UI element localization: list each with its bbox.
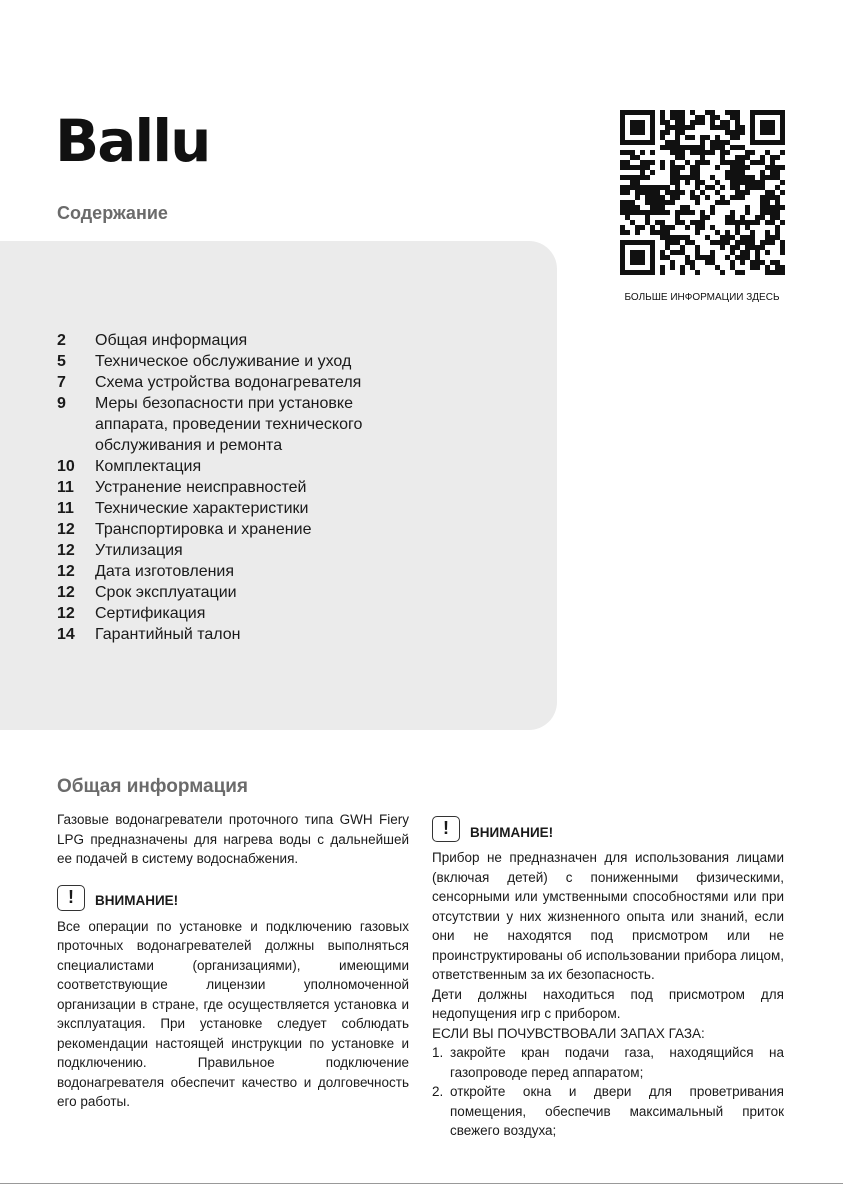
toc-page-number: 9 (57, 395, 66, 412)
table-of-contents (57, 330, 415, 645)
warning-header (432, 816, 784, 842)
gas-heading: ЕСЛИ ВЫ ПОЧУВСТВОВАЛИ ЗАПАХ ГАЗА: (432, 1025, 705, 1041)
warning-paragraph: Прибор не предназначен для использования лицами (включая детей) с пониженными физическими, сенсорными или умственными способностями или при отсутствии у них жизненного опыта или знаний, если они не находятся под присмотром или не проинструктированы об использовании прибора лицом, ответственным за их безопасность. (432, 850, 784, 982)
toc-item[interactable] (57, 330, 415, 351)
right-column (432, 816, 784, 1141)
toc-title: Дата изготовления (95, 563, 235, 580)
warning-title: ВНИМАНИЕ! (95, 893, 179, 908)
toc-title: Меры безопасности при установке аппарата, проведении технического обслуживания и ремонта (95, 395, 363, 454)
toc-title: Сертификация (95, 605, 206, 622)
intro-paragraph: Газовые водонагреватели проточного типа GWH Fiery LPG предназначены для нагрева воды с дальнейшей ее подачей в систему водоснабжения. (57, 812, 409, 866)
toc-item[interactable] (57, 393, 415, 456)
toc-page-number: 12 (57, 542, 75, 559)
list-number: 2. (432, 1084, 444, 1099)
toc-page-number: 2 (57, 332, 66, 349)
toc-item[interactable] (57, 456, 415, 477)
toc-page-number: 12 (57, 605, 75, 622)
toc-item[interactable] (57, 372, 415, 393)
list-item (432, 1043, 784, 1082)
list-number: 1. (432, 1045, 444, 1060)
warning-paragraph: Все операции по установке и подключению газовых проточных водонагревателей должны выполняться специалистами (организациями), имеющими соответствующие лицензии уполномоченной организации в стране, где осуществляется установка и эксплуатация. При установке следует соблюдать рекомендации настоящей инструкции по установке и подключению. Правильное подключение водонагревателя обеспечит качество и долговечность его работы. (57, 918, 409, 1109)
toc-item[interactable] (57, 540, 415, 561)
toc-item[interactable] (57, 561, 415, 582)
toc-title: Схема устройства водонагревателя (95, 374, 362, 391)
toc-item[interactable] (57, 351, 415, 372)
toc-title: Утилизация (95, 542, 183, 559)
toc-title: Комплектация (95, 458, 202, 475)
toc-title: Транспортировка и хранение (95, 521, 312, 538)
toc-title: Устранение неисправностей (95, 479, 307, 496)
warning-icon: ! (57, 885, 85, 911)
toc-page-number: 11 (57, 479, 74, 496)
list-text: закройте кран подачи газа, находящийся на газопроводе перед аппаратом; (450, 1045, 784, 1080)
toc-title: Гарантийный талон (95, 626, 241, 643)
toc-page-number: 7 (57, 374, 66, 391)
toc-item[interactable] (57, 519, 415, 540)
children-paragraph: Дети должны находиться под присмотром для недопущения игр с прибором. (432, 986, 784, 1021)
toc-page-number: 12 (57, 521, 75, 538)
toc-item[interactable] (57, 603, 415, 624)
gas-steps-list (432, 1043, 784, 1141)
toc-page-number: 10 (57, 458, 75, 475)
toc-title: Техническое обслуживание и уход (95, 353, 352, 370)
brand-logo: Ballu (55, 107, 210, 175)
toc-item[interactable] (57, 582, 415, 603)
toc-title: Технические характеристики (95, 500, 309, 517)
toc-item[interactable] (57, 624, 415, 645)
warning-icon: ! (432, 816, 460, 842)
toc-page-number: 14 (57, 626, 75, 643)
toc-page-number: 12 (57, 584, 75, 601)
section-title: Общая информация (57, 776, 249, 797)
list-text: откройте окна и двери для проветривания помещения, обеспечив максимальный приток свежего воздуха; (450, 1084, 784, 1138)
warning-title: ВНИМАНИЕ! (470, 824, 554, 840)
toc-page-number: 12 (57, 563, 75, 580)
qr-caption: БОЛЬШЕ ИНФОРМАЦИИ ЗДЕСЬ (624, 292, 780, 303)
toc-item[interactable] (57, 498, 415, 519)
qr-code-icon[interactable] (620, 110, 785, 275)
toc-title: Срок эксплуатации (95, 584, 237, 601)
left-column (57, 810, 409, 1112)
toc-title: Общая информация (95, 332, 248, 349)
warning-header (57, 885, 409, 911)
list-item (432, 1082, 784, 1141)
toc-page-number: 11 (57, 500, 74, 517)
toc-page-number: 5 (57, 353, 66, 370)
page-bottom-rule (0, 1183, 843, 1184)
page-subtitle: Содержание (57, 203, 168, 223)
toc-item[interactable] (57, 477, 415, 498)
